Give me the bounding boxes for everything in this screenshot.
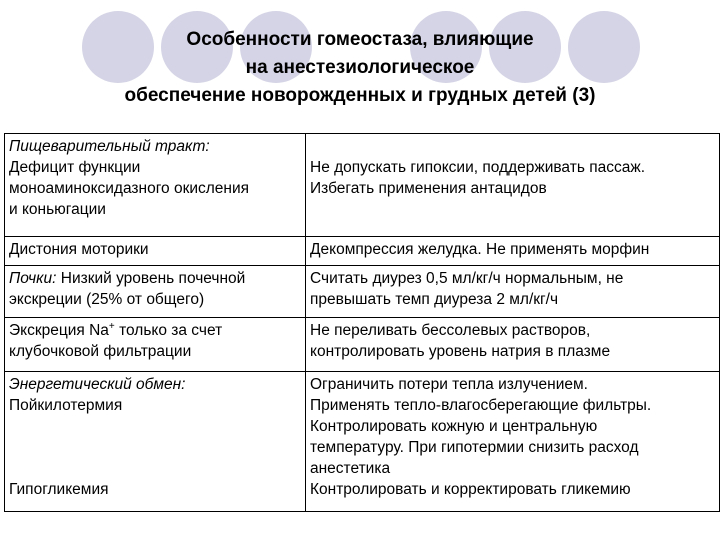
cell-inline-text: Экскреция Na bbox=[9, 322, 109, 339]
cell-line: и коньюгации bbox=[9, 201, 106, 218]
cell-line: Считать диурез 0,5 мл/кг/ч нормальным, не bbox=[310, 270, 624, 287]
cell-line bbox=[9, 320, 301, 341]
cell-inline-text: Низкий уровень почечной bbox=[56, 270, 246, 287]
table-cell-recommendation bbox=[306, 134, 720, 237]
cell-line: Не допускать гипоксии, поддерживать пассаж. bbox=[310, 159, 646, 176]
cell-heading: Почки: bbox=[9, 270, 57, 287]
table-cell-condition bbox=[5, 266, 306, 318]
table-cell-recommendation bbox=[306, 237, 720, 266]
table-row bbox=[5, 266, 720, 318]
table-cell-recommendation bbox=[306, 318, 720, 372]
cell-line: Дистония моторики bbox=[9, 241, 149, 258]
table-cell-condition bbox=[5, 372, 306, 512]
table-row bbox=[5, 134, 720, 237]
cell-line: экскреции (25% от общего) bbox=[9, 291, 205, 308]
table-row bbox=[5, 372, 720, 512]
cell-line bbox=[9, 268, 301, 289]
table-row bbox=[5, 318, 720, 372]
cell-inline-text: только за счет bbox=[114, 322, 223, 339]
cell-heading: Пищеварительный тракт: bbox=[9, 138, 210, 155]
title-line: обеспечение новорожденных и грудных детей (3) bbox=[124, 85, 596, 106]
table-row bbox=[5, 237, 720, 266]
cell-line: Применять тепло-влагосберегающие фильтры. bbox=[310, 397, 652, 414]
cell-line: моноаминоксидазного окисления bbox=[9, 180, 250, 197]
cell-line: анестетика bbox=[310, 460, 391, 477]
cell-line: контролировать уровень натрия в плазме bbox=[310, 343, 611, 360]
cell-line: клубочковой фильтрации bbox=[9, 343, 192, 360]
cell-line: температуру. При гипотермии снизить расход bbox=[310, 439, 639, 456]
table-cell-condition bbox=[5, 237, 306, 266]
cell-line: Не переливать бессолевых растворов, bbox=[310, 322, 591, 339]
superscript: + bbox=[108, 320, 115, 332]
table-cell-recommendation bbox=[306, 372, 720, 512]
title-line: на анестезиологическое bbox=[245, 57, 475, 78]
table-cell-condition bbox=[5, 134, 306, 237]
slide-title bbox=[0, 26, 720, 110]
cell-line: Декомпрессия желудка. Не применять морфин bbox=[310, 241, 650, 258]
cell-line: Гипогликемия bbox=[9, 481, 109, 498]
cell-line: Ограничить потери тепла излучением. bbox=[310, 376, 588, 393]
cell-line: Контролировать кожную и центральную bbox=[310, 418, 598, 435]
cell-line: Избегать применения антацидов bbox=[310, 180, 547, 197]
cell-line: Пойкилотермия bbox=[9, 397, 123, 414]
cell-line: превышать темп диуреза 2 мл/кг/ч bbox=[310, 291, 559, 308]
cell-heading: Энергетический обмен: bbox=[9, 376, 186, 393]
cell-line: Дефицит функции bbox=[9, 159, 141, 176]
table-cell-condition bbox=[5, 318, 306, 372]
cell-line: Контролировать и корректировать гликемию bbox=[310, 481, 631, 498]
table-cell-recommendation bbox=[306, 266, 720, 318]
title-line: Особенности гомеостаза, влияющие bbox=[186, 29, 534, 50]
homeostasis-table bbox=[4, 133, 720, 512]
